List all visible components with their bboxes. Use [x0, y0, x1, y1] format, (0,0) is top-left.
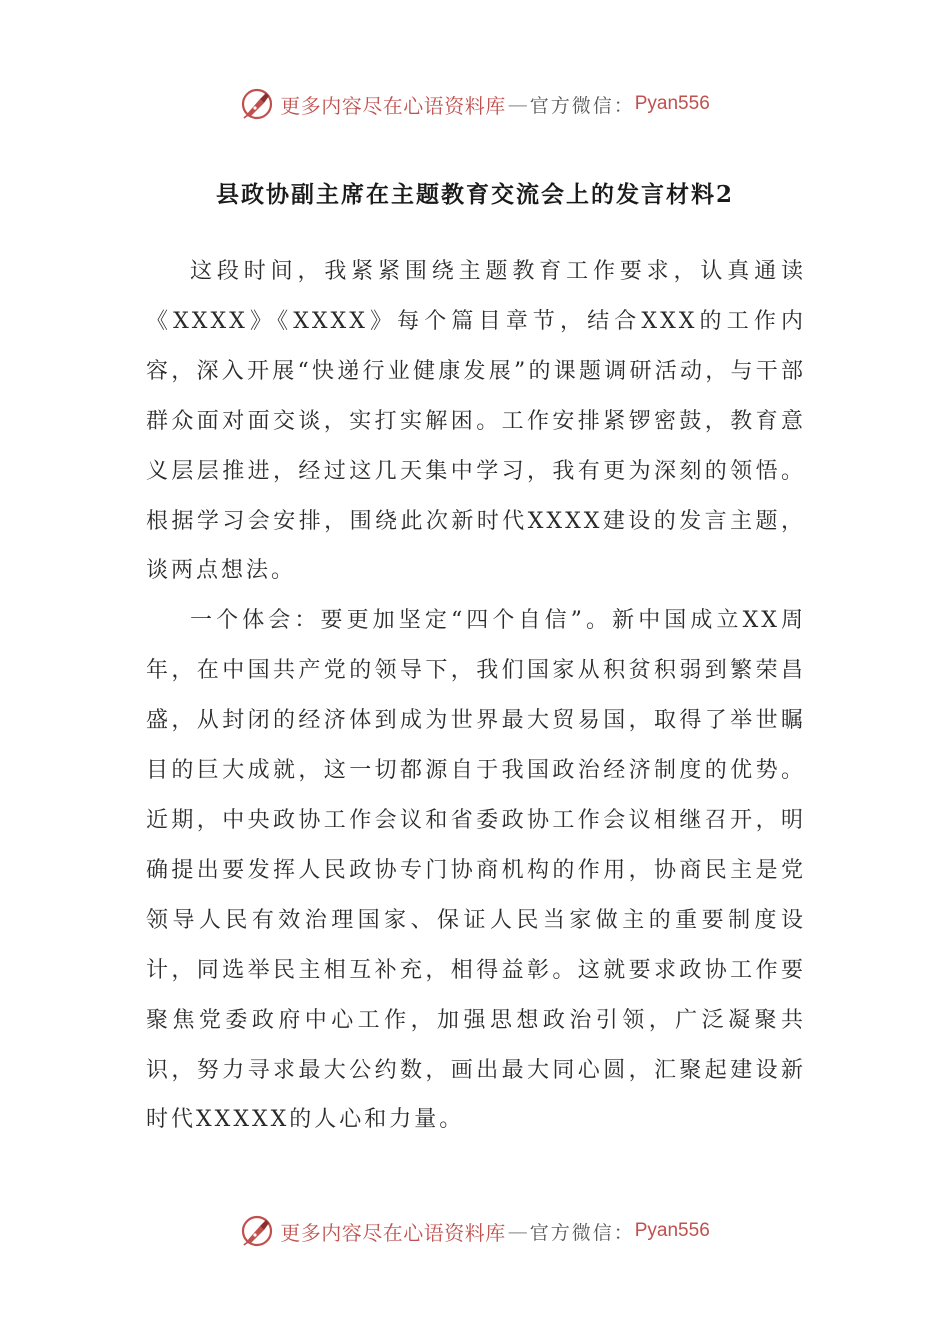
banner-brand-text: 更多内容尽在心语资料库 — [280, 1220, 506, 1245]
document-body — [146, 247, 806, 1145]
footer-banner — [0, 1211, 950, 1251]
banner-official-label: 官方微信： — [529, 94, 635, 117]
banner-wechat-id: Pyan556 — [634, 93, 710, 114]
pen-nib-logo-icon — [240, 1214, 274, 1248]
banner-wechat-id: Pyan556 — [634, 1220, 710, 1241]
banner-brand-text: 更多内容尽在心语资料库 — [280, 93, 506, 118]
pen-nib-logo-icon — [240, 87, 274, 121]
banner-separator: — — [507, 92, 528, 116]
header-banner — [0, 84, 950, 124]
body-paragraph-2: 一个体会：要更加坚定“四个自信”。新中国成立XX周年，在中国共产党的领导下，我们国家从积贫积弱到繁荣昌盛，从封闭的经济体到成为世界最大贸易国，取得了举世瞩目的巨大成就，这一切都源自于我国政治经济制度的优势。近期，中央政协工作会议和省委政协工作会议相继召开，明确提出要发挥人民政协专门协商机构的作用，协商民主是党领导人民有效治理国家、保证人民当家做主的重要制度设计，同选举民主相互补充，相得益彰。这就要求政协工作要聚焦党委政府中心工作，加强思想政治引领，广泛凝聚共识，努力寻求最大公约数，画出最大同心圆，汇聚起建设新时代XXXXX的人心和力量。 — [146, 608, 806, 1133]
banner-official-label: 官方微信： — [529, 1221, 635, 1244]
banner-separator: — — [507, 1219, 528, 1243]
body-paragraph-1: 这段时间，我紧紧围绕主题教育工作要求，认真通读《XXXX》《XXXX》每个篇目章节，结合XXX的工作内容，深入开展“快递行业健康发展”的课题调研活动，与干部群众面对面交谈，实打实解困。工作安排紧锣密鼓，教育意义层层推进，经过这几天集中学习，我有更为深刻的领悟。根据学习会安排，围绕此次新时代XXXX建设的发言主题，谈两点想法。 — [146, 259, 806, 584]
document-title: 县政协副主席在主题教育交流会上的发言材料2 — [215, 181, 734, 208]
